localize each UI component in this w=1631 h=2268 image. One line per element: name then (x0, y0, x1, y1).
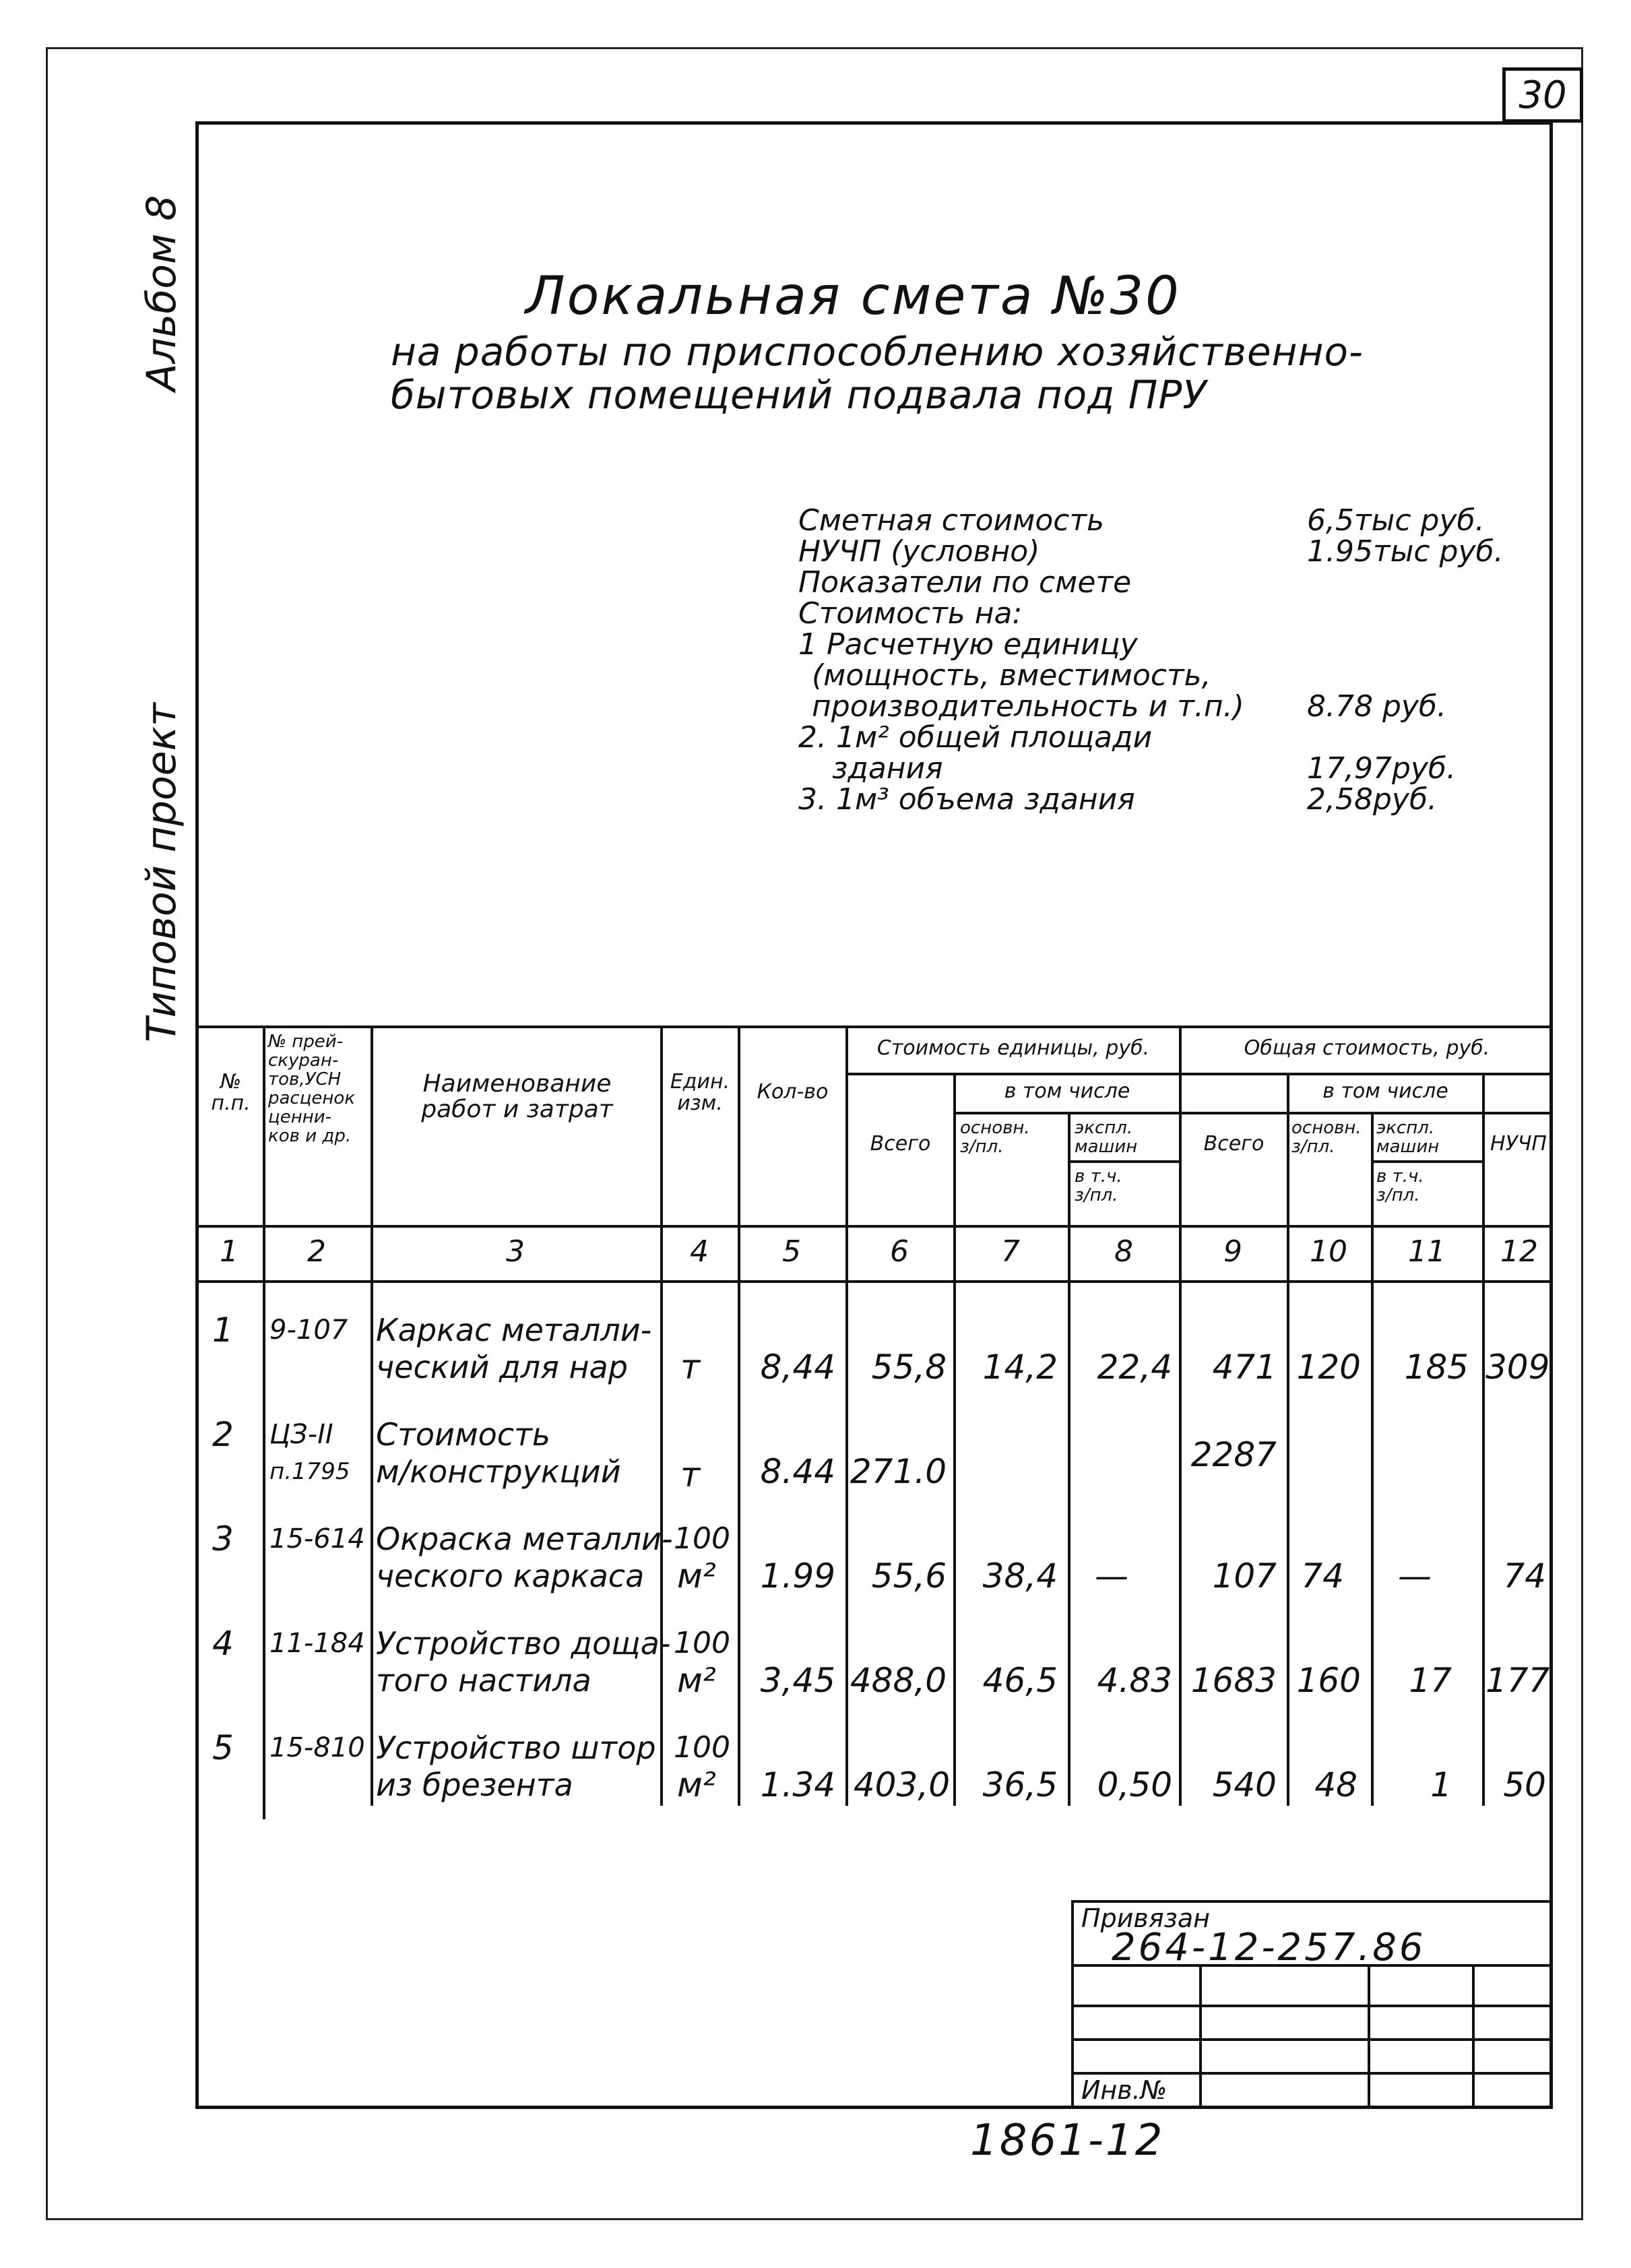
summary-value (1307, 660, 1504, 691)
header-line (953, 1112, 1553, 1114)
row-unit-wage: 36,5 (982, 1765, 1058, 1804)
header-base-wage (960, 1119, 1068, 1156)
row-unit-machine: 4.83 (1097, 1661, 1172, 1700)
header-text: основн. (1291, 1118, 1362, 1138)
row-unit: 100 (674, 1626, 730, 1660)
row-sum: 1683 (1190, 1661, 1277, 1700)
row-qty: 1.34 (760, 1765, 835, 1804)
column-number: 10 (1310, 1234, 1347, 1269)
header-text: основн. (960, 1118, 1030, 1138)
summary-label: 3. 1м³ объема здания (798, 782, 1135, 817)
header-text: тов,УСН (268, 1069, 342, 1090)
header-incl-wage (1376, 1167, 1482, 1205)
header-text: в т.ч. (1376, 1166, 1424, 1187)
header-text: машин (1075, 1137, 1138, 1157)
header-machine (1376, 1119, 1482, 1156)
col-line (1287, 1073, 1289, 1280)
row-unit-total: 488,0 (850, 1661, 947, 1700)
stamp-line (1472, 1964, 1475, 2109)
col-line (371, 1280, 373, 1806)
header-text: ков и др. (268, 1126, 352, 1146)
page-number: 30 (1502, 67, 1583, 123)
header-text: ценни- (268, 1107, 331, 1127)
column-number: 1 (220, 1234, 238, 1269)
row-sum: 2287 (1190, 1435, 1277, 1474)
header-unit-cost: Стоимость единицы, руб. (876, 1036, 1150, 1060)
col-line (1287, 1280, 1289, 1806)
stamp-line (1368, 1964, 1370, 2109)
header-unit (662, 1071, 738, 1114)
row-qty: 3,45 (760, 1661, 835, 1700)
row-unit: м² (677, 1556, 716, 1596)
row-unit-total: 55,8 (871, 1348, 947, 1387)
summary-value (1307, 598, 1504, 629)
row-nuchp: 177 (1485, 1661, 1550, 1700)
header-line (845, 1073, 1553, 1075)
row-name: Каркас металли- (376, 1312, 652, 1348)
stamp-line (1071, 2005, 1553, 2007)
summary-values (1307, 505, 1504, 815)
col-line (1482, 1073, 1485, 1280)
col-line (263, 1026, 265, 1280)
row-nuchp: 74 (1503, 1556, 1546, 1596)
row-unit-wage: 14,2 (982, 1348, 1058, 1387)
row-number: 3 (212, 1519, 234, 1558)
col-line (845, 1280, 848, 1806)
row-ref: 15-614 (269, 1523, 365, 1554)
row-sum-wage: 120 (1296, 1348, 1361, 1387)
row-ref: ЦЗ-II (269, 1419, 333, 1450)
summary-value: 8.78 руб. (1307, 689, 1447, 724)
row-sum-wage: 160 (1296, 1661, 1361, 1700)
row-sum-machine: 185 (1404, 1348, 1469, 1387)
col-line (263, 1280, 265, 1819)
row-nuchp: 50 (1503, 1765, 1546, 1804)
summary-value: 1.95тыс руб. (1307, 534, 1504, 569)
header-text: работ и затрат (421, 1096, 613, 1123)
summary-value (1307, 567, 1504, 598)
header-total-cost: Общая стоимость, руб. (1244, 1036, 1490, 1060)
drawing-code: 1861-12 (970, 2116, 1165, 2166)
row-name: того настила (376, 1662, 591, 1699)
column-number: 8 (1114, 1234, 1133, 1269)
header-line (1371, 1160, 1482, 1163)
row-unit-machine: 0,50 (1097, 1765, 1172, 1804)
col-line (1179, 1280, 1182, 1806)
header-text: з/пл. (1075, 1185, 1118, 1205)
row-unit-wage: 38,4 (982, 1556, 1058, 1596)
summary-label: 2. 1м² общей площади (798, 720, 1153, 755)
col-line (1068, 1112, 1070, 1280)
summary-label: Сметная стоимость (798, 503, 1105, 538)
project-label: Типовой проект (138, 703, 185, 1042)
row-ref: 9-107 (269, 1315, 348, 1346)
row-name: м/конструкций (376, 1453, 621, 1490)
summary-value (1307, 722, 1504, 753)
header-text: расценок (268, 1088, 356, 1108)
stamp-inv: Инв.№ (1081, 2075, 1168, 2105)
row-sum: 107 (1212, 1556, 1277, 1596)
column-number: 12 (1500, 1234, 1538, 1269)
document-title: Локальная смета №30 (525, 266, 1181, 327)
header-text: экспл. (1376, 1118, 1435, 1138)
stamp-line (1071, 2038, 1553, 2041)
row-name: ческого каркаса (376, 1558, 645, 1594)
row-unit: м² (677, 1765, 716, 1804)
header-text: скуран- (268, 1050, 339, 1071)
stamp-line (1199, 1964, 1202, 2109)
row-number: 4 (212, 1624, 234, 1663)
row-unit: т (680, 1455, 701, 1494)
header-base-wage (1291, 1119, 1371, 1156)
header-line (1068, 1160, 1179, 1163)
header-text: машин (1376, 1137, 1440, 1157)
summary-label: Показатели по смете (798, 565, 1132, 600)
row-sum-machine: 17 (1409, 1661, 1452, 1700)
header-price-ref (268, 1032, 369, 1145)
summary-value (1307, 629, 1504, 660)
colnum-bottom-line (195, 1280, 1553, 1283)
row-unit-wage: 46,5 (982, 1661, 1058, 1700)
col-line (1371, 1112, 1374, 1280)
header-num (199, 1071, 263, 1114)
col-line (953, 1280, 956, 1806)
column-number: 7 (1001, 1234, 1020, 1269)
row-number: 2 (212, 1415, 234, 1454)
col-line (953, 1073, 956, 1280)
summary-value: 2,58руб. (1307, 782, 1438, 817)
table-top-line (195, 1026, 1553, 1028)
header-text: Наименование (422, 1070, 612, 1098)
summary-value: 6,5тыс руб. (1307, 503, 1485, 538)
row-sum: 471 (1212, 1348, 1277, 1387)
header-nuchp: НУЧП (1490, 1132, 1547, 1156)
header-total: Всего (1203, 1132, 1265, 1156)
stamp-code: 264-12-257.86 (1112, 1926, 1426, 1970)
summary-label: (мощность, вместимость, (812, 658, 1211, 693)
col-line (738, 1026, 740, 1280)
header-machine (1075, 1119, 1179, 1156)
header-text: № прей- (268, 1032, 344, 1052)
row-unit: 100 (674, 1521, 730, 1556)
row-ref: 11-184 (269, 1628, 365, 1659)
column-number: 9 (1223, 1234, 1242, 1269)
row-unit-total: 271.0 (850, 1452, 947, 1491)
row-unit-total: 55,6 (871, 1556, 947, 1596)
row-ref: п.1795 (269, 1458, 350, 1485)
subtitle-line: бытовых помещений подвала под ПРУ (391, 372, 1207, 418)
row-sum-wage: 74 (1301, 1556, 1344, 1596)
column-number: 6 (890, 1234, 909, 1269)
column-number: 5 (782, 1234, 801, 1269)
col-line (371, 1026, 373, 1280)
header-qty: Кол-во (757, 1080, 829, 1104)
header-text: з/пл. (1376, 1185, 1420, 1205)
col-line (660, 1026, 663, 1280)
header-total: Всего (870, 1132, 931, 1156)
row-unit-machine: 22,4 (1097, 1348, 1172, 1387)
header-bottom-line (195, 1225, 1553, 1228)
row-unit: м² (677, 1661, 716, 1700)
row-unit: т (680, 1348, 701, 1387)
subtitle-line: на работы по приспособлению хозяйственно- (391, 329, 1364, 375)
row-qty: 8,44 (760, 1348, 835, 1387)
row-name: Устройство доща- (376, 1625, 671, 1662)
header-text: Един. (670, 1070, 730, 1094)
row-name: Стоимость (376, 1416, 550, 1453)
row-name: ческий для нар (376, 1349, 628, 1385)
row-sum-machine: — (1398, 1556, 1432, 1596)
column-number: 4 (690, 1234, 709, 1269)
summary-label: Стоимость на: (798, 596, 1023, 631)
header-text: з/пл. (960, 1137, 1004, 1157)
col-line (1482, 1280, 1485, 1806)
album-label: Альбом 8 (138, 195, 185, 391)
col-line (738, 1280, 740, 1806)
header-text: № (220, 1070, 242, 1094)
row-unit-total: 403,0 (853, 1765, 950, 1804)
row-name: Окраска металли- (376, 1521, 673, 1557)
row-qty: 1.99 (760, 1556, 835, 1596)
row-sum: 540 (1212, 1765, 1277, 1804)
header-text: экспл. (1075, 1118, 1133, 1138)
row-sum-wage: 48 (1314, 1765, 1357, 1804)
row-qty: 8.44 (760, 1452, 835, 1491)
summary-value: 17,97руб. (1307, 751, 1457, 786)
summary-label: НУЧП (условно) (798, 534, 1040, 569)
row-number: 5 (212, 1728, 234, 1767)
row-sum-machine: 1 (1430, 1765, 1452, 1804)
summary-label: здания (832, 751, 943, 786)
header-incl: в том числе (1322, 1079, 1448, 1103)
stamp-label: Привязан (1081, 1903, 1210, 1933)
row-number: 1 (212, 1311, 234, 1350)
header-text: з/пл. (1291, 1137, 1335, 1157)
summary-label: 1 Расчетную единицу (798, 627, 1138, 662)
col-line (1068, 1280, 1070, 1806)
stamp-line (1071, 2072, 1553, 2075)
row-name: из брезента (376, 1767, 573, 1803)
row-unit-machine: — (1095, 1556, 1128, 1596)
document-subtitle (391, 330, 1364, 416)
row-name: Устройство штор (376, 1730, 656, 1766)
header-text: п.п. (211, 1092, 251, 1115)
header-incl: в том числе (1004, 1079, 1130, 1103)
column-number: 3 (506, 1234, 525, 1269)
header-name (374, 1071, 660, 1123)
header-text: изм. (677, 1092, 723, 1115)
header-text: в т.ч. (1075, 1166, 1122, 1187)
column-number: 2 (307, 1234, 326, 1269)
column-number: 11 (1408, 1234, 1446, 1269)
summary-labels (798, 505, 1244, 815)
row-unit: 100 (674, 1730, 730, 1765)
header-incl-wage (1075, 1167, 1179, 1205)
row-nuchp: 309 (1485, 1348, 1550, 1387)
col-line (1371, 1280, 1374, 1806)
summary-label: производительность и т.п.) (812, 689, 1244, 724)
row-ref: 15-810 (269, 1732, 365, 1763)
